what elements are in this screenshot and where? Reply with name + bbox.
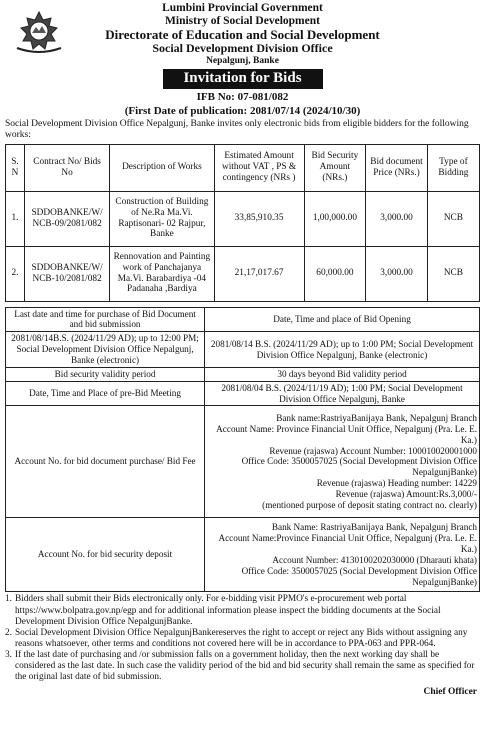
table-row [6, 246, 480, 301]
column-header: Estimated Amount without VAT , PS & contingency (NRs ) [214, 144, 304, 191]
detail-line: Account Name:Province Financial Unit Office, Nepalgunj (Pra. Le. E. Ka.) [218, 533, 477, 555]
notice-title: Invitation for Bids [163, 69, 323, 89]
detail-line: Bank Name: RastriyaBanijaya Bank, Nepalgunj Branch [271, 522, 477, 533]
table-row [6, 518, 480, 592]
office-location: Nepalgunj, Banke [206, 55, 279, 66]
table-cell: 21,17,017.67 [214, 246, 304, 301]
list-item [5, 650, 480, 683]
column-header: Bid document Price (NRs.) [366, 144, 428, 191]
security-deposit-details [205, 518, 480, 592]
prebid-label: Date, Time and Place of pre-Bid Meeting [6, 381, 205, 406]
detail-line: Revenue (rajaswa) Heading number: 14229 [316, 478, 477, 489]
table-cell: 2. [6, 246, 25, 301]
table-cell: Construction of Building of Ne.Ra Ma.Vi. Raptisonari- 02 Rajpur, Banke [110, 191, 214, 246]
note-text: Bidders shall submit their Bids electronically only. For e-bidding visit PPMO's e-procurement web portal https://www.bolpatra.gov.np/egp and for additional information please inspect the bidding documents at the Social Development Division Office NepalgunjBanke. [15, 594, 441, 627]
table-row [6, 367, 480, 381]
table-cell: SDDOBANKE/W/ NCB-09/2081/082 [24, 191, 109, 246]
purchase-deadline-label: Last date and time for purchase of Bid Document and bid submission [6, 307, 205, 332]
government-emblem-icon [13, 8, 65, 54]
detail-line: Office Code: 3500057025 (Social Development Division Office NepalgunjBanke) [241, 456, 477, 478]
table-cell: 33,85,910.35 [214, 191, 304, 246]
purchase-deadline-value: 2081/08/14B.S. (2024/11/29 AD); up to 12:00 PM; Social Development Division Office Nepalgunj, Banke (electronic) [6, 332, 205, 368]
table-row [6, 191, 480, 246]
bid-fee-details [205, 406, 480, 518]
table-cell: 1,00,000.00 [304, 191, 366, 246]
table-cell: 1. [6, 191, 25, 246]
intro-text: Social Development Division Office Nepalgunj, Banke invites only electronic bids from eligible bidders for the following works: [5, 118, 469, 141]
detail-line: Account Number: 4130100202030000 (Dharauti khata) [272, 554, 477, 565]
works-table [5, 144, 480, 302]
column-header: Type of Bidding [427, 144, 479, 191]
notes-list [5, 594, 480, 683]
table-cell: 60,000.00 [304, 246, 366, 301]
list-item [5, 628, 480, 650]
validity-label: Bid security validity period [6, 367, 205, 381]
column-header: Description of Works [110, 144, 214, 191]
province-name: Lumbini Provincial Government [162, 2, 323, 14]
note-number: 2. [5, 627, 12, 638]
table-row [6, 307, 480, 332]
letterhead [5, 2, 480, 66]
detail-line: Bank name:RastriyaBanijaya Bank, Nepalgunj Branch [276, 413, 477, 424]
column-header: S. N [6, 144, 25, 191]
detail-line: Revenue (rajaswa) Amount:Rs.3,000/- [335, 489, 477, 500]
note-text: Social Development Division Office NepalgunjBankereserves the right to accept or reject any Bids without assigning any reasons whatsoever, other terms and conditions not covered here will be in accordance to PPA-063 and PPR-064. [15, 627, 468, 650]
bid-opening-value: 2081/08/14 B.S. (2024/11/29 AD); up to 1:00 PM; Social Development Division Office Nepalgunj, Banke (electronic) [205, 332, 480, 368]
bid-info-table [5, 307, 480, 593]
table-row [6, 406, 480, 518]
list-item [5, 594, 480, 627]
security-deposit-label: Account No. for bid security deposit [6, 518, 205, 592]
detail-line: Account Name: Province Financial Unit Office, Nepalgunj (Pra. Le. E. Ka.) [216, 423, 477, 445]
validity-value: 30 days beyond Bid validity period [205, 367, 480, 381]
table-cell: 3,000.00 [366, 191, 428, 246]
prebid-value: 2081/08/04 B.S. (2024/11/19 AD); 1:00 PM; Social Development Division Office Nepalgunj, Banke [205, 381, 480, 406]
detail-line: Office Code: 3500057025 (Social Development Division Office NepalgunjBanke) [241, 565, 477, 587]
table-header-row [6, 144, 480, 191]
office-name: Social Development Division Office [152, 41, 333, 56]
table-cell: Rennovation and Painting work of Panchajanya Ma.Vi. Barabardiya -04 Padanaha ,Bardiya [110, 246, 214, 301]
table-cell: 3,000.00 [366, 246, 428, 301]
bid-notice [5, 2, 480, 697]
column-header: Bid Security Amount (NRs.) [304, 144, 366, 191]
ifb-number: IFB No: 07-081/082 [196, 91, 289, 104]
table-row [6, 381, 480, 406]
note-text: If the last date of purchasing and /or submission falls on a government holiday, then the next working day shall be considered as the last date. In such case the validity period of the bid and bid security shall remain the same as specified for the original last date of bid submission. [15, 650, 475, 683]
bid-opening-label: Date, Time and place of Bid Opening [205, 307, 480, 332]
table-cell: NCB [427, 191, 479, 246]
table-cell: NCB [427, 246, 479, 301]
table-row [6, 332, 480, 368]
directorate-name: Directorate of Education and Social Development [105, 26, 380, 42]
signatory: Chief Officer [423, 686, 477, 697]
detail-line: (mentioned purpose of deposit stating contract no. clearly) [262, 499, 477, 510]
column-header: Contract No/ Bids No [24, 144, 109, 191]
note-number: 3. [5, 650, 12, 661]
ministry-name: Ministry of Social Development [165, 14, 320, 27]
table-cell: SDDOBANKE/W/ NCB-10/2081/082 [24, 246, 109, 301]
detail-line: Revenue (rajaswa) Account Number: 100010020001000 [269, 445, 477, 456]
bid-fee-label: Account No. for bid document purchase/ Bid Fee [6, 406, 205, 518]
publication-date: (First Date of publication: 2081/07/14 (2024/10/30) [124, 104, 361, 117]
note-number: 1. [5, 594, 12, 605]
